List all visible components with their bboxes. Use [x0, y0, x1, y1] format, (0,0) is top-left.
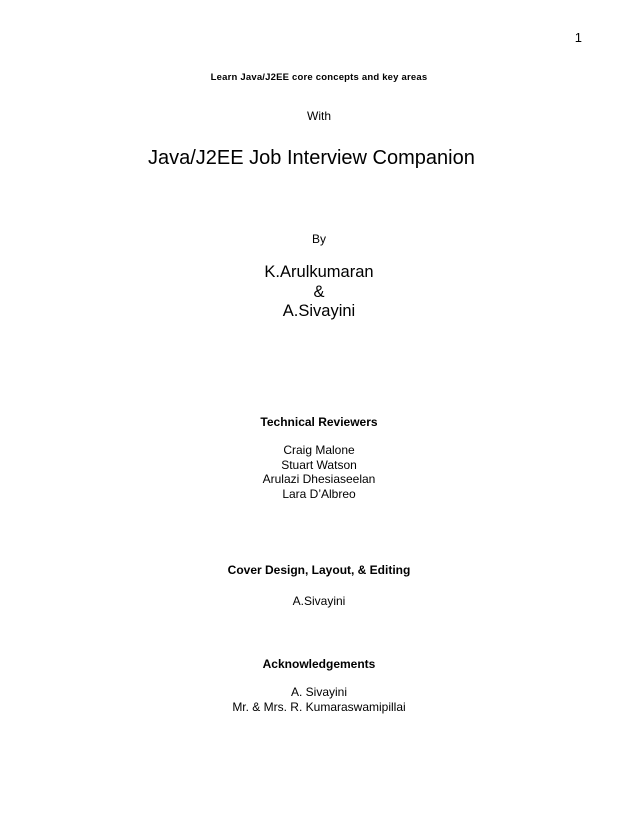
technical-reviewers-heading: Technical Reviewers — [260, 415, 378, 429]
reviewer-name: Lara D’Albreo — [282, 486, 356, 501]
cover-designer-name: A.Sivayini — [292, 594, 346, 608]
cover-tagline: Learn Java/J2EE core concepts and key areas — [210, 72, 428, 83]
book-title: Java/J2EE Job Interview Companion — [148, 147, 475, 169]
reviewer-name: Stuart Watson — [281, 457, 357, 472]
reviewer-name: Craig Malone — [283, 443, 355, 457]
authors-block — [0, 263, 638, 322]
technical-reviewers-list — [0, 443, 638, 501]
acknowledgements-list — [0, 685, 638, 714]
author-name: A.Sivayini — [282, 302, 356, 320]
page-number: 1 — [574, 30, 582, 45]
acknowledgements-heading: Acknowledgements — [262, 657, 376, 671]
author-name: K.Arulkumaran — [264, 263, 374, 281]
with-label: With — [307, 109, 331, 123]
acknowledged-name: A. Sivayini — [290, 685, 348, 699]
author-separator: & — [313, 282, 325, 301]
reviewer-name: Arulazi Dhesiaseelan — [262, 472, 376, 486]
acknowledged-name: Mr. & Mrs. R. Kumaraswamipillai — [232, 699, 406, 714]
by-label: By — [311, 232, 326, 246]
cover-design-heading: Cover Design, Layout, & Editing — [227, 563, 411, 577]
